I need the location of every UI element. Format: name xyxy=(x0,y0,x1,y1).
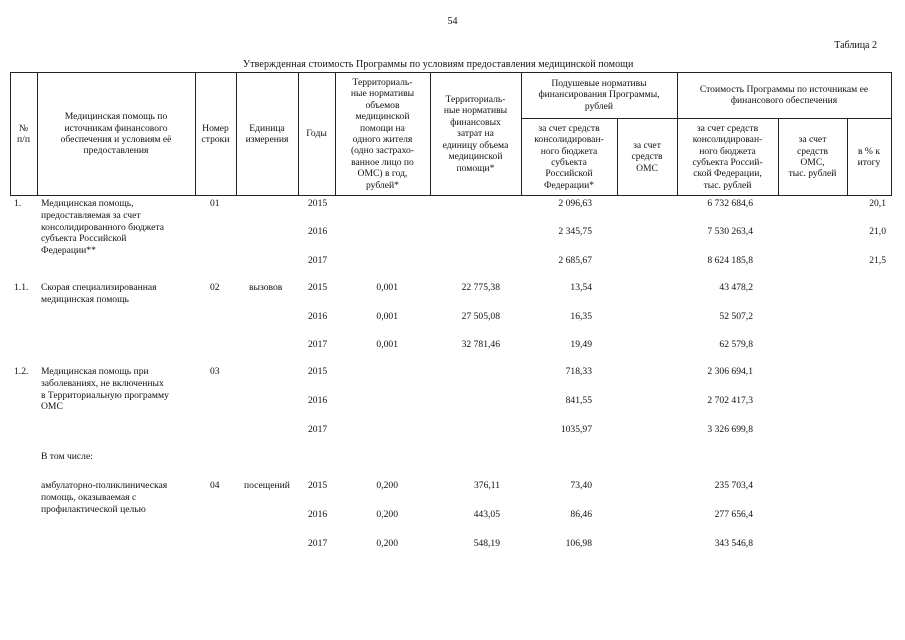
table-caption: Утвержденная стоимость Программы по условиям предоставления медицинской помощи xyxy=(243,59,634,70)
row-year: 2015 xyxy=(308,282,328,293)
header-no: № п/п xyxy=(17,122,30,145)
cost-budget: 8 624 185,8 xyxy=(707,255,753,266)
row-name: Скорая специализированная медицинская помощь xyxy=(41,282,157,305)
cost-norm: 443,05 xyxy=(473,509,500,520)
table-label: Таблица 2 xyxy=(834,40,877,51)
row-year: 2016 xyxy=(308,226,328,237)
volume-norm: 0,200 xyxy=(376,509,398,520)
row-unit: посещений xyxy=(244,480,290,491)
cost-percent: 21,5 xyxy=(869,255,886,266)
header-line-number: Номер строки xyxy=(201,122,230,145)
header-cost-percent: в % к итогу xyxy=(857,145,881,168)
volume-norm: 0,200 xyxy=(376,538,398,549)
volume-norm: 0,001 xyxy=(376,282,398,293)
row-year: 2015 xyxy=(308,366,328,377)
header-per-capita-budget: за счет средств консолидирован- ного бюджета субъекта Российской Федерации* xyxy=(534,122,604,191)
row-line-number: 02 xyxy=(210,282,220,293)
cost-budget: 62 579,8 xyxy=(719,339,753,350)
header-years: Годы xyxy=(306,128,327,140)
row-name: амбулаторно-поликлиническая помощь, оказываемая с профилактической целью xyxy=(41,480,168,515)
row-line-number: 04 xyxy=(210,480,220,491)
row-year: 2016 xyxy=(308,395,328,406)
per-capita-budget: 841,55 xyxy=(565,395,592,406)
per-capita-budget: 86,46 xyxy=(570,509,592,520)
cost-norm: 32 781,46 xyxy=(461,339,500,350)
per-capita-budget: 73,40 xyxy=(570,480,592,491)
row-year: 2015 xyxy=(308,198,328,209)
header-cost-norm: Территориаль- ные нормативы финансовых затрат на единицу объема медицинской помощи* xyxy=(442,94,509,174)
cost-budget: 7 530 263,4 xyxy=(707,226,753,237)
cost-budget: 43 478,2 xyxy=(719,282,753,293)
cost-budget: 343 546,8 xyxy=(714,538,753,549)
cost-budget: 6 732 684,6 xyxy=(707,198,753,209)
header-name: Медицинская помощь по источникам финансового обеспечения и условиям её предоставления xyxy=(60,111,172,157)
volume-norm: 0,200 xyxy=(376,480,398,491)
row-unit: вызовов xyxy=(249,282,283,293)
row-name: В том числе: xyxy=(41,451,93,462)
cost-budget: 3 326 699,8 xyxy=(707,424,753,435)
cost-percent: 20,1 xyxy=(869,198,886,209)
row-line-number: 03 xyxy=(210,366,220,377)
row-number: 1.1. xyxy=(14,282,29,293)
page-number: 54 xyxy=(447,16,458,27)
per-capita-budget: 2 345,75 xyxy=(558,226,592,237)
cost-percent: 21,0 xyxy=(869,226,886,237)
cost-budget: 52 507,2 xyxy=(719,311,753,322)
per-capita-budget: 19,49 xyxy=(570,339,592,350)
cost-norm: 27 505,08 xyxy=(461,311,500,322)
cost-budget: 277 656,4 xyxy=(714,509,753,520)
cost-norm: 376,11 xyxy=(473,480,500,491)
header-cost-budget: за счет средств консолидирован- ного бюджета субъекта Россий- ской Федерации, тыс. рублей xyxy=(692,122,763,191)
row-name: Медицинская помощь, предоставляемая за счет консолидированного бюджета субъекта Российской Федерации** xyxy=(41,198,164,257)
header-cost-oms: за счет средств ОМС, тыс. рублей xyxy=(788,134,837,180)
cost-norm: 22 775,38 xyxy=(461,282,500,293)
cost-norm: 548,19 xyxy=(473,538,500,549)
row-year: 2016 xyxy=(308,311,328,322)
row-year: 2015 xyxy=(308,480,328,491)
row-number: 1.2. xyxy=(14,366,29,377)
header-unit: Единица измерения xyxy=(245,122,289,145)
header-volume-norm: Территориаль- ные нормативы объемов медицинской помощи на одного жителя (одно застрахо- ванное лицо по ОМС) в год, рублей* xyxy=(350,76,415,191)
header-per-capita-group: Подушевые нормативы финансирования Программы, рублей xyxy=(538,77,660,112)
per-capita-budget: 106,98 xyxy=(565,538,592,549)
row-year: 2017 xyxy=(308,538,328,549)
per-capita-budget: 13,54 xyxy=(570,282,592,293)
row-name: Медицинская помощь при заболеваниях, не включенных в Территориальную программу ОМС xyxy=(41,366,169,413)
row-year: 2017 xyxy=(308,424,328,435)
cost-budget: 2 306 694,1 xyxy=(707,366,753,377)
row-year: 2017 xyxy=(308,339,328,350)
per-capita-budget: 2 096,63 xyxy=(558,198,592,209)
row-number: 1. xyxy=(14,198,22,209)
cost-budget: 235 703,4 xyxy=(714,480,753,491)
volume-norm: 0,001 xyxy=(376,311,398,322)
per-capita-budget: 1035,97 xyxy=(560,424,592,435)
header-program-cost-group: Стоимость Программы по источникам ее финансового обеспечения xyxy=(699,83,869,106)
per-capita-budget: 16,35 xyxy=(570,311,592,322)
row-year: 2017 xyxy=(308,255,328,266)
per-capita-budget: 2 685,67 xyxy=(558,255,592,266)
cost-budget: 2 702 417,3 xyxy=(707,395,753,406)
row-year: 2016 xyxy=(308,509,328,520)
per-capita-budget: 718,33 xyxy=(565,366,592,377)
volume-norm: 0,001 xyxy=(376,339,398,350)
header-per-capita-oms: за счет средств ОМС xyxy=(631,139,663,174)
row-line-number: 01 xyxy=(210,198,220,209)
